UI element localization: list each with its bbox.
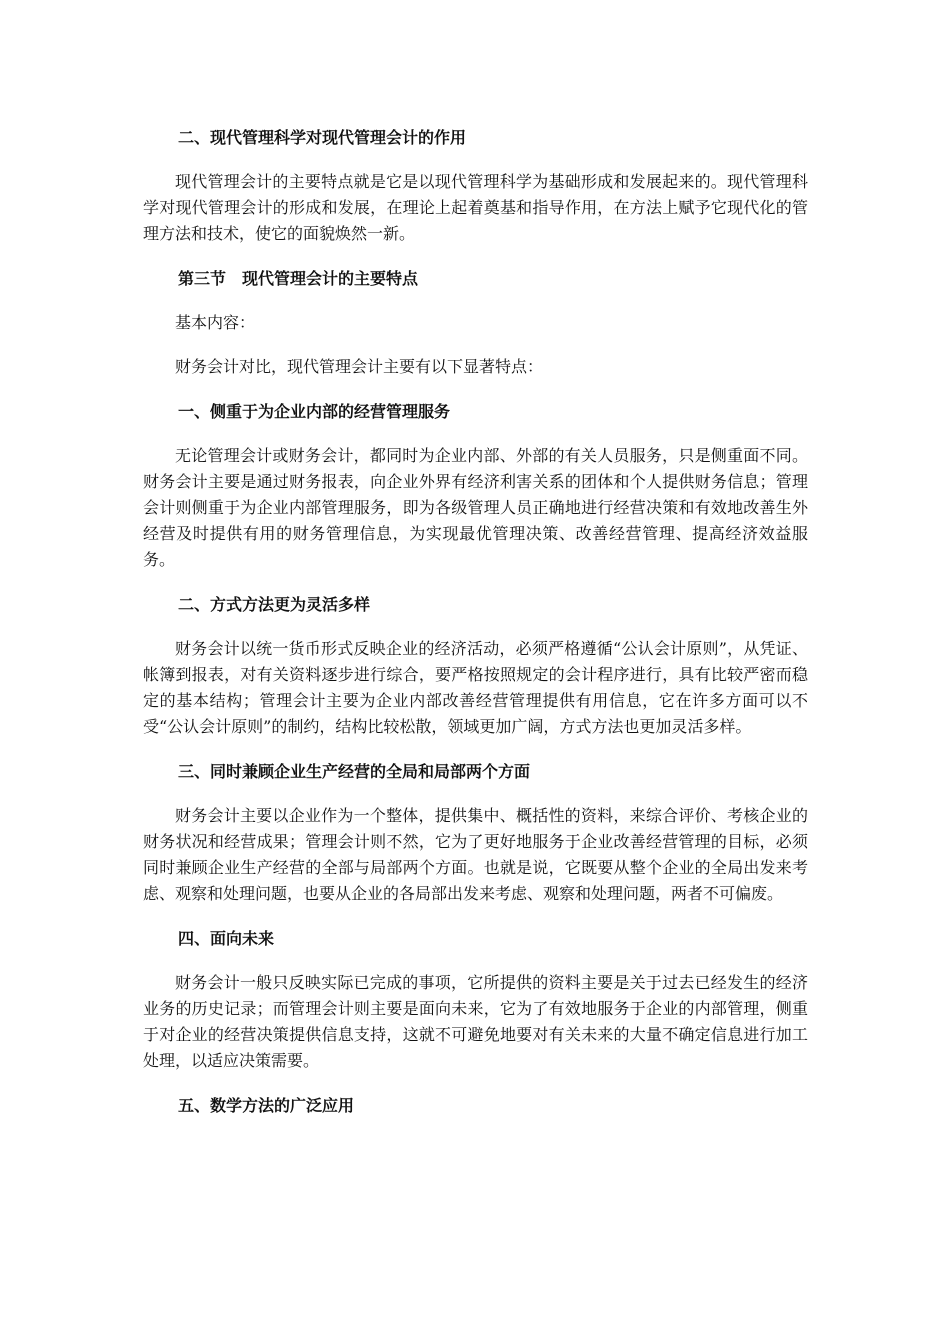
spacer (143, 907, 808, 925)
document-body (143, 124, 808, 1120)
section-heading-internal-service: 一、侧重于为企业内部的经营管理服务 (178, 402, 451, 421)
paragraph-internal-service: 无论管理会计或财务会计，都同时为企业内部、外部的有关人员服务，只是侧重面不同。财务会计主要是通过财务报表，向企业外界有经济利害关系的团体和个人提供财务信息；管理会计则侧重于为企业内部管理服务，即为各级管理人员正确地进行经营决策和有效地改善生外经营及时提供有用的财务管理信息，为实现最优管理决策、改善经营管理、提高经济效益服务。 (143, 446, 808, 569)
paragraph-modern-science-role: 现代管理会计的主要特点就是它是以现代管理科学为基础形成和发展起来的。现代管理科学对现代管理会计的形成和发展，在理论上起着奠基和指导作用，在方法上赋予它现代化的管理方法和技术，使它的面貌焕然一新。 (143, 172, 808, 243)
paragraph-comparison-intro: 财务会计对比，现代管理会计主要有以下显著特点： (175, 357, 544, 376)
spacer (143, 953, 808, 970)
paragraph-global-and-local: 财务会计主要以企业作为一个整体，提供集中、概括性的资料，来综合评价、考核企业的财务状况和经营成果；管理会计则不然，它为了更好地服务于企业改善经营管理的目标，必须同时兼顾企业生产经营的全部与局部两个方面。也就是说，它既要从整个企业的全局出发来考虑、观察和处理问题，也要从企业的各局部出发来考虑、观察和处理问题，两者不可偏废。 (143, 806, 808, 903)
paragraph-basic-content-label: 基本内容： (175, 313, 256, 332)
section-heading-flexible-methods: 二、方式方法更为灵活多样 (178, 595, 371, 614)
spacer (143, 619, 808, 636)
spacer (143, 1074, 808, 1092)
section-heading-math-methods: 五、数学方法的广泛应用 (178, 1096, 355, 1115)
section-heading-modern-science-role: 二、现代管理科学对现代管理会计的作用 (178, 128, 467, 147)
spacer (143, 786, 808, 803)
spacer (143, 293, 808, 310)
spacer (143, 426, 808, 443)
section-heading-global-and-local: 三、同时兼顾企业生产经营的全局和局部两个方面 (178, 762, 531, 781)
spacer (143, 740, 808, 758)
paragraph-future-oriented: 财务会计一般只反映实际已完成的事项，它所提供的资料主要是关于过去已经发生的经济业务的历史记录；而管理会计则主要是面向未来，它为了有效地服务于企业的内部管理，侧重于对企业的经营决策提供信息支持，这就不可避免地要对有关未来的大量不确定信息进行加工处理，以适应决策需要。 (143, 973, 808, 1070)
spacer (143, 336, 808, 354)
section-heading-future-oriented: 四、面向未来 (178, 929, 275, 948)
spacer (143, 152, 808, 169)
chapter-heading-section-three: 第三节 现代管理会计的主要特点 (178, 269, 419, 288)
spacer (143, 247, 808, 265)
spacer (143, 573, 808, 591)
spacer (143, 380, 808, 398)
paragraph-flexible-methods: 财务会计以统一货币形式反映企业的经济活动，必须严格遵循“公认会计原则”，从凭证、帐簿到报表，对有关资料逐步进行综合，要严格按照规定的会计程序进行，具有比较严密而稳定的基本结构；管理会计主要为企业内部改善经营管理提供有用信息，它在许多方面可以不受“公认会计原则”的制约，结构比较松散，领域更加广阔，方式方法也更加灵活多样。 (143, 639, 808, 736)
